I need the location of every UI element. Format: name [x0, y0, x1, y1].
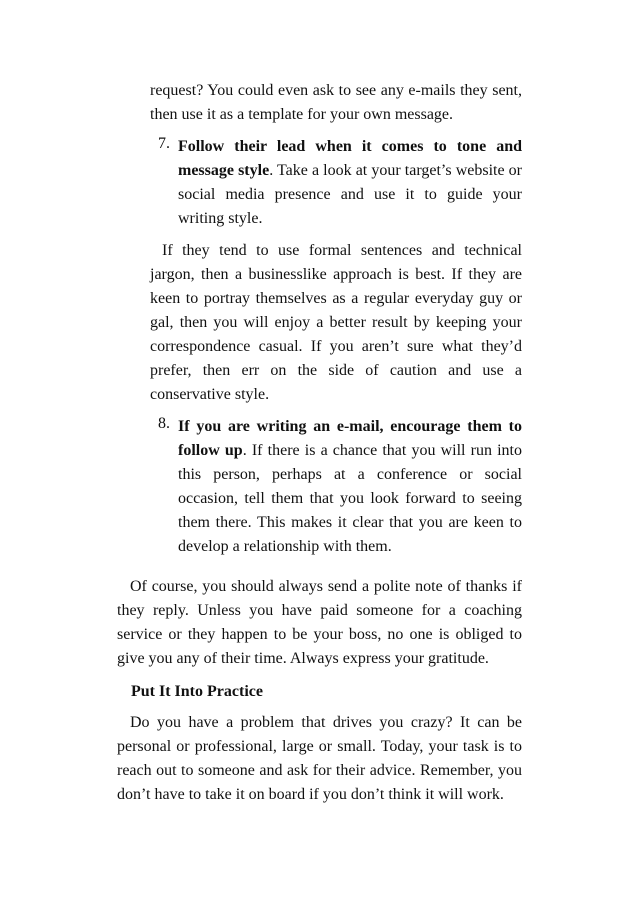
continuation-paragraph: request? You could even ask to see any e-mails they sent, then use it as a template for your own message. — [150, 82, 522, 123]
list-item — [158, 135, 522, 231]
list-item-lead: Follow their lead when it comes to tone and message style — [178, 138, 522, 179]
list-item-number: 7. — [158, 135, 170, 152]
list-item-text — [178, 415, 522, 559]
list-item — [158, 415, 522, 559]
section-heading: Put It Into Practice — [131, 683, 263, 700]
thanks-paragraph: Of course, you should always send a polite note of thanks if they reply. Unless you have paid someone for a coaching service or they happen to be your boss, no one is obliged to give you any of their time. Always express your gratitude. — [117, 578, 522, 667]
practice-paragraph: Do you have a problem that drives you crazy? It can be personal or professional, large or small. Today, your task is to reach out to someone and ask for their advice. Remember, you don’t have to take it on board if you don’t think it will work. — [117, 714, 522, 803]
list-item-body: . If there is a chance that you will run into this person, perhaps at a conference or social occasion, tell them that you look forward to seeing them there. This makes it clear that you are keen to develop a relationship with them. — [178, 442, 522, 555]
list-item-lead: If you are writing an e-mail, encourage them to follow up — [178, 418, 522, 459]
style-paragraph: If they tend to use formal sentences and technical jargon, then a businesslike approach is best. If they are keen to portray themselves as a regular everyday guy or gal, then you will enjoy a better result by keeping your correspondence casual. If you aren’t sure what they’d prefer, then err on the side of caution and use a conservative style. — [150, 242, 522, 403]
list-item-text — [178, 135, 522, 231]
list-item-body: . Take a look at your target’s website or social media presence and use it to guide your writing style. — [178, 162, 522, 227]
list-item-number: 8. — [158, 415, 170, 432]
